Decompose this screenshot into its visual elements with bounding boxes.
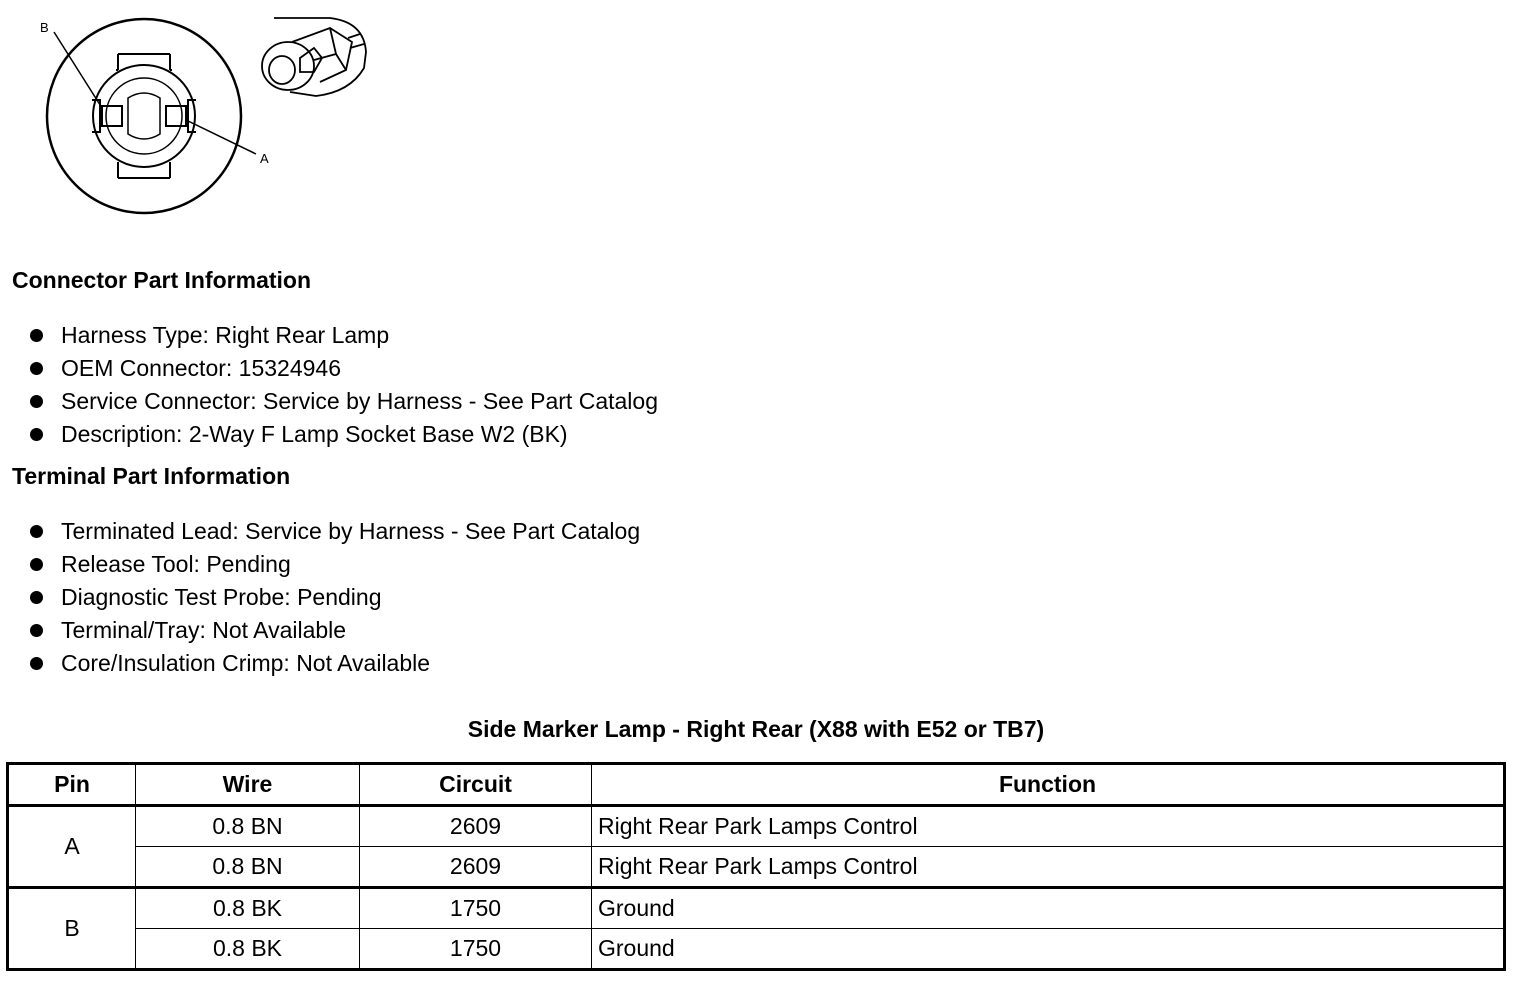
- bullet-icon: [30, 395, 43, 408]
- bullet-icon: [30, 428, 43, 441]
- list-item: [30, 352, 658, 385]
- list-item-text: Harness Type: Right Rear Lamp: [61, 322, 390, 348]
- callout-b-label: B: [40, 20, 49, 35]
- list-item: [30, 385, 658, 418]
- terminal-info-list: [30, 515, 640, 680]
- bullet-icon: [30, 624, 43, 637]
- bullet-icon: [30, 591, 43, 604]
- bullet-icon: [30, 362, 43, 375]
- callout-a-label: A: [260, 151, 269, 166]
- circuit-cell: 2609: [360, 847, 592, 888]
- table-row: [8, 929, 1505, 970]
- table-row: [8, 888, 1505, 929]
- connector-face-illustration: [30, 8, 390, 218]
- table-row: [8, 847, 1505, 888]
- column-header-circuit: Circuit: [360, 764, 592, 806]
- connector-info-list: [30, 319, 658, 451]
- bullet-icon: [30, 329, 43, 342]
- connector-perspective-drawing: [262, 18, 366, 96]
- column-header-function: Function: [592, 764, 1505, 806]
- column-header-pin: Pin: [8, 764, 136, 806]
- list-item-text: Description: 2-Way F Lamp Socket Base W2 (BK): [61, 421, 568, 447]
- pinout-table: [6, 762, 1506, 971]
- table-title: Side Marker Lamp - Right Rear (X88 with E52 or TB7): [467, 716, 1045, 742]
- pin-group-b: [8, 888, 1505, 970]
- column-header-wire: Wire: [136, 764, 360, 806]
- list-item: [30, 581, 640, 614]
- function-cell: Right Rear Park Lamps Control: [592, 806, 1505, 847]
- bullet-icon: [30, 525, 43, 538]
- pin-group-a: [8, 806, 1505, 888]
- list-item-text: Terminal/Tray: Not Available: [61, 617, 347, 643]
- wire-cell: 0.8 BK: [136, 888, 360, 929]
- wire-cell: 0.8 BN: [136, 847, 360, 888]
- list-item-text: Service Connector: Service by Harness - See Part Catalog: [61, 388, 658, 414]
- circuit-cell: 1750: [360, 888, 592, 929]
- list-item-text: OEM Connector: 15324946: [61, 355, 342, 381]
- list-item: [30, 418, 658, 451]
- list-item-text: Core/Insulation Crimp: Not Available: [61, 650, 431, 676]
- circuit-cell: 1750: [360, 929, 592, 970]
- list-item: [30, 515, 640, 548]
- table-header-row: [8, 764, 1505, 806]
- table-row: [8, 806, 1505, 847]
- circuit-cell: 2609: [360, 806, 592, 847]
- wire-cell: 0.8 BN: [136, 806, 360, 847]
- pin-cell: B: [8, 888, 136, 970]
- function-cell: Right Rear Park Lamps Control: [592, 847, 1505, 888]
- list-item: [30, 614, 640, 647]
- bullet-icon: [30, 558, 43, 571]
- list-item-text: Diagnostic Test Probe: Pending: [61, 584, 382, 610]
- list-item-text: Terminated Lead: Service by Harness - See Part Catalog: [61, 518, 641, 544]
- connector-info-heading: Connector Part Information: [12, 267, 312, 293]
- function-cell: Ground: [592, 929, 1505, 970]
- pin-cell: A: [8, 806, 136, 888]
- list-item-text: Release Tool: Pending: [61, 551, 291, 577]
- terminal-info-heading: Terminal Part Information: [12, 463, 291, 489]
- function-cell: Ground: [592, 888, 1505, 929]
- list-item: [30, 319, 658, 352]
- list-item: [30, 548, 640, 581]
- list-item: [30, 647, 640, 680]
- wire-cell: 0.8 BK: [136, 929, 360, 970]
- bullet-icon: [30, 657, 43, 670]
- connector-figure: [30, 8, 390, 223]
